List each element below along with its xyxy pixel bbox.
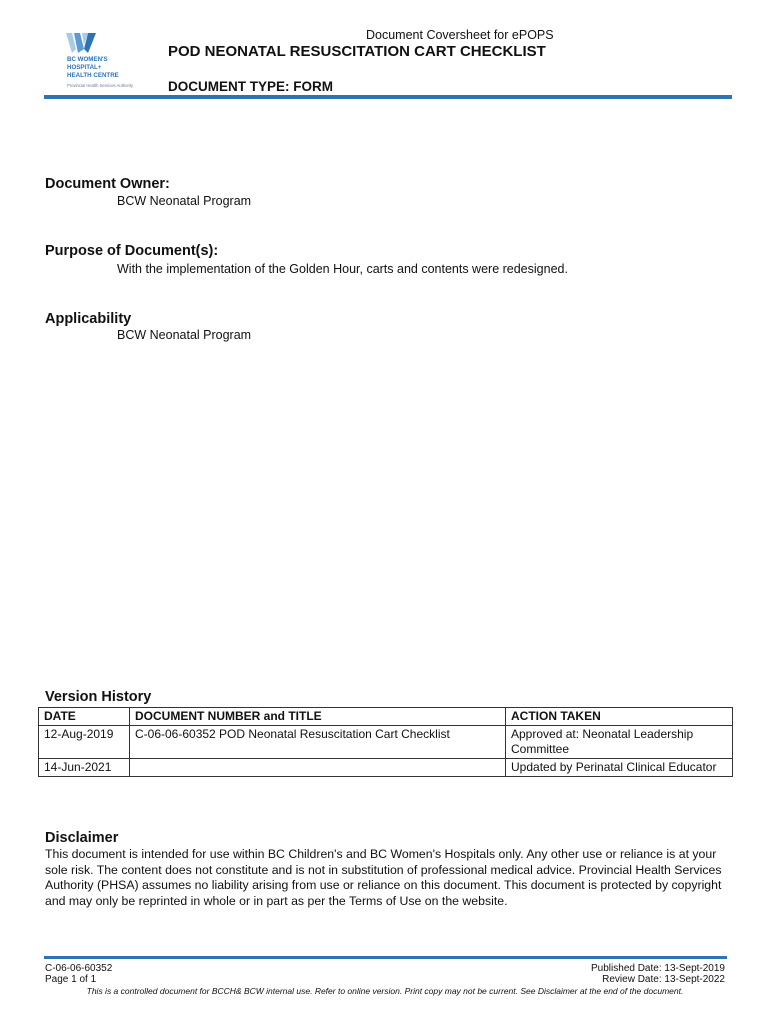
hospital-logo — [64, 31, 144, 93]
disclaimer-heading: Disclaimer — [45, 830, 119, 846]
table-row — [39, 726, 733, 759]
footer-doc-number: C-06-06-60352 — [45, 963, 113, 974]
version-history-table — [38, 707, 733, 777]
header-divider — [44, 95, 732, 99]
document-type: DOCUMENT TYPE: FORM — [168, 79, 333, 94]
column-header-date: DATE — [39, 708, 130, 726]
footer-published-date: Published Date: 13-Sept-2019 — [591, 963, 725, 974]
logo-text-line1: BC WOMEN'S — [67, 56, 108, 63]
owner-value: BCW Neonatal Program — [117, 194, 252, 208]
footer-divider — [44, 956, 727, 959]
purpose-value: With the implementation of the Golden Hour, carts and contents were redesigned. — [117, 262, 568, 276]
w-logo-mark-icon — [64, 31, 98, 55]
disclaimer-text: This document is intended for use within BC Children's and BC Women's Hospitals only. Any other use or reliance is at your sole risk. The content does not constitute and is not in substitution of professional medical advice. Provincial Health Services Authority (PHSA) assumes no liability arising from use or reliance on this document. This document is protected by copyright and may only be reprinted in whole or in part as per the Terms of Use on the website. — [45, 847, 722, 908]
footer-page-number — [45, 974, 96, 985]
table-header-row — [39, 708, 733, 726]
applicability-heading: Applicability — [45, 311, 132, 327]
cell-document: C-06-06-60352 POD Neonatal Resuscitation Cart Checklist — [130, 726, 506, 759]
owner-heading: Document Owner: — [45, 176, 170, 192]
purpose-heading: Purpose of Document(s): — [45, 243, 219, 259]
document-title: POD NEONATAL RESUSCITATION CART CHECKLIST — [168, 43, 546, 60]
applicability-value: BCW Neonatal Program — [117, 328, 252, 342]
coversheet-label: Document Coversheet for ePOPS — [366, 28, 554, 42]
page-number-text: Page 1 of 1 — [45, 974, 97, 985]
table-row — [39, 759, 733, 777]
cell-date: 14-Jun-2021 — [39, 759, 130, 777]
logo-subtext: Provincial Health Services Authority — [67, 83, 134, 88]
footer-controlled-note: This is a controlled document for BCCH& BCW internal use. Refer to online version. Print copy may not be current. See Disclaimer at the end of the document. — [86, 986, 684, 996]
logo-text-line2: HOSPITAL+ — [67, 64, 102, 71]
cell-action: Updated by Perinatal Clinical Educator — [506, 759, 733, 777]
cell-date: 12-Aug-2019 — [39, 726, 130, 759]
cell-document — [130, 759, 506, 777]
footer-review-date: Review Date: 13-Sept-2022 — [602, 974, 725, 985]
version-history-heading: Version History — [45, 689, 152, 705]
cell-action: Approved at: Neonatal Leadership Committee — [506, 726, 733, 759]
logo-text-line3: HEALTH CENTRE — [67, 72, 119, 79]
column-header-document: DOCUMENT NUMBER and TITLE — [130, 708, 506, 726]
column-header-action: ACTION TAKEN — [506, 708, 733, 726]
